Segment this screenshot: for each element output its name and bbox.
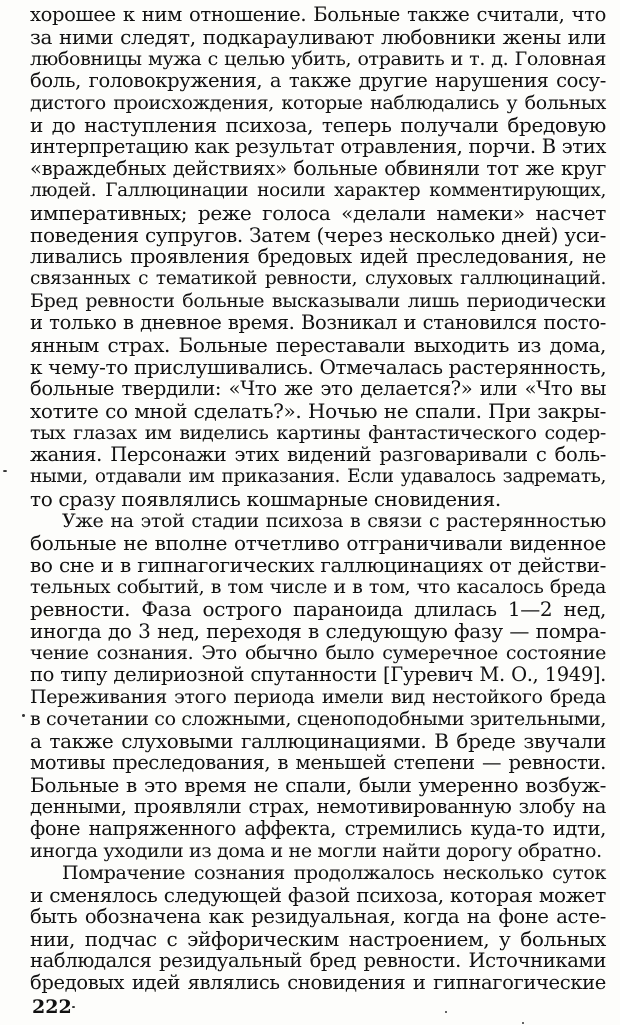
text-line: интерпретацию как результат отравления, порчи. В этих — [30, 135, 606, 158]
text-line: иногда уходили из дома и не могли найти дорогу обратно. — [30, 840, 602, 862]
text-line: фоне напряженного аффекта, стремились куда-то идти, — [30, 817, 606, 840]
text-line: дистого происхождения, которые наблюдались у больных — [30, 92, 606, 114]
page-number: 222 — [32, 996, 72, 1018]
text-line: Помрачение сознания продолжалось несколько суток — [62, 862, 606, 884]
text-line: а также слуховыми галлюцинациями. В бреде звучали — [30, 729, 606, 753]
text-line: иногда до 3 нед, переходя в следующую фазу — помра- — [30, 619, 606, 643]
text-line: наблюдался резидуальный бред ревности. Источниками — [30, 949, 606, 972]
scan-speck — [445, 1011, 447, 1013]
text-line: больные не вполне отчетливо отграничивали виденное — [30, 531, 606, 555]
scan-speck — [72, 1006, 75, 1008]
text-line: Больные в это время не спали, были умеренно возбуж- — [30, 773, 606, 797]
text-line: поведения супругов. Затем (через несколько дней) уси- — [30, 223, 606, 247]
text-line: денными, проявляли страх, немотивированную злобу на — [30, 795, 606, 818]
text-line: бредовых идей являлись сновидения и гипнагогические — [30, 971, 606, 994]
text-line: боль, головокружения, а также другие нарушения сосу- — [30, 69, 606, 92]
text-line: и сменялось следующей фазой психоза, которая может — [30, 883, 606, 907]
text-line: во сне и в гипнагогических галлюцинациях от действи- — [30, 553, 606, 577]
text-line: хорошее к ним отношение. Больные также считали, что — [30, 3, 606, 26]
text-line: чение сознания. Это обычно было сумеречное состояние — [30, 642, 606, 664]
text-line: больные твердили: «Что же это делается?» или «Что вы — [30, 377, 606, 400]
text-line: любовницы мужа с целью убить, отравить и т. д. Головная — [30, 48, 606, 70]
text-line: быть обозначена как резидуальная, когда на фоне асте- — [30, 905, 606, 928]
text-line: то сразу появлялись кошмарные сновидения. — [30, 487, 501, 511]
text-line: по типу делириозной спутанности [Гуревич М. О., 1949]. — [30, 663, 606, 686]
text-line: ными, отдавали им приказания. Если удавалось задремать, — [30, 466, 606, 487]
text-line: нии, подчас с эйфорическим настроением, у больных — [30, 927, 606, 951]
text-line: людей. Галлюцинации носили характер комментирующих, — [30, 180, 606, 201]
text-line: жания. Персонажи этих видений разговаривали с боль- — [30, 443, 606, 466]
text-line: тельных событий, в том числе и в том, что касалось бреда — [30, 576, 606, 598]
text-line: ливались проявления бредовых идей преследования, не — [30, 245, 606, 268]
text-line: мотивы преследования, в меньшей степени — ревности. — [30, 751, 606, 774]
scan-speck — [22, 714, 25, 717]
text-line: «враждебных действиях» больные обвиняли тот же круг — [30, 157, 606, 180]
body-text — [30, 4, 606, 994]
text-line: за ними следят, подкарауливают любовники жены или — [30, 25, 606, 49]
text-line: и только в дневное время. Возникал и становился посто- — [30, 311, 606, 334]
text-line: Бред ревности больные высказывали лишь периодически — [30, 290, 606, 312]
text-line: ревности. Фаза острого параноида длилась 1—2 нед, — [30, 597, 606, 621]
text-line: императивных; реже голоса «делали намеки» насчет — [30, 201, 606, 225]
text-line: янным страх. Больные переставали выходить из дома, — [30, 333, 606, 357]
text-line: и до наступления психоза, теперь получали бредовую — [30, 113, 606, 137]
text-line: в сочетании со сложными, сценоподобными зрительными, — [30, 708, 607, 730]
scan-speck — [3, 470, 7, 472]
text-line: тых глазах им виделись картины фантастического содер- — [30, 422, 606, 444]
scan-speck — [522, 1022, 524, 1024]
text-line: Переживания этого периода имели вид нестойкого бреда — [30, 686, 606, 708]
text-line: к чему-то прислушивались. Отмечалась растерянность, — [30, 355, 607, 379]
text-line: хотите со мной сделать?». Ночью не спали. При закры- — [30, 399, 606, 423]
text-line: связанных с тематикой ревности, слуховых галлюцинаций. — [30, 268, 606, 289]
text-line: Уже на этой стадии психоза в связи с растерянностью — [62, 510, 606, 532]
